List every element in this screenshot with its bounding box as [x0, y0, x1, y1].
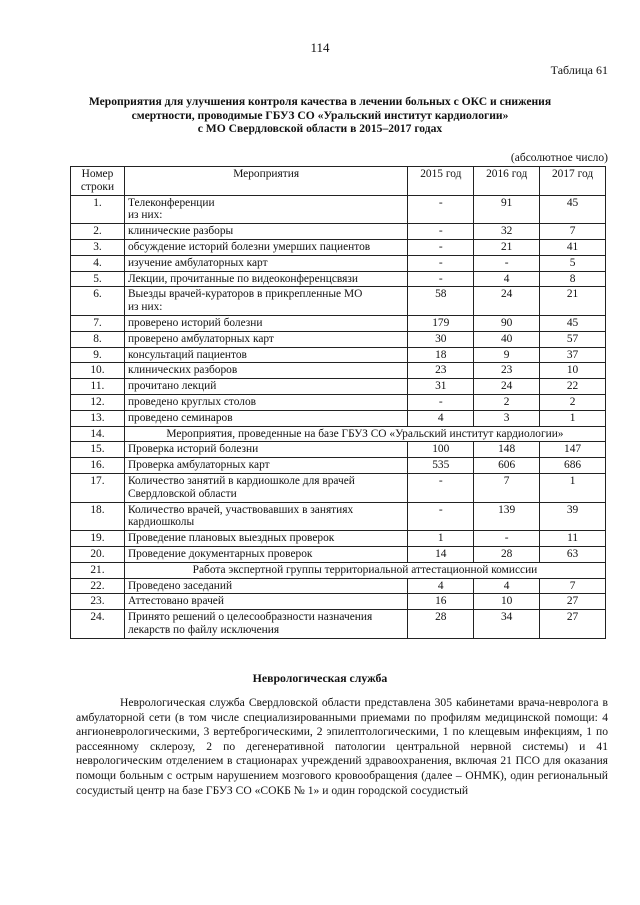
- value-cell-2017: 8: [540, 271, 606, 287]
- table-row: [71, 394, 606, 410]
- row-number-cell: 1.: [71, 195, 125, 224]
- value-cell-2015: 4: [408, 410, 474, 426]
- value-cell-2017: 27: [540, 594, 606, 610]
- table-row: [71, 562, 606, 578]
- value-cell-2016: 40: [474, 331, 540, 347]
- value-cell-2016: 4: [474, 271, 540, 287]
- title-line: смертности, проводимые ГБУЗ СО «Уральский институт кардиологии»: [131, 108, 509, 122]
- value-cell-2015: 18: [408, 347, 474, 363]
- unit-note: (абсолютное число): [510, 152, 608, 164]
- table-row: [71, 347, 606, 363]
- row-number-cell: 2.: [71, 224, 125, 240]
- value-cell-2016: 28: [474, 546, 540, 562]
- table-row: [71, 473, 606, 502]
- value-cell-2016: 24: [474, 287, 540, 316]
- measure-cell: клинические разборы: [124, 224, 407, 240]
- value-cell-2016: 148: [474, 442, 540, 458]
- table-title: [70, 95, 570, 136]
- value-cell-2016: 4: [474, 578, 540, 594]
- row-number-cell: 24.: [71, 610, 125, 639]
- value-cell-2016: 24: [474, 379, 540, 395]
- measure-cell: Проверка амбулаторных карт: [124, 458, 407, 474]
- measure-cell: проведено круглых столов: [124, 394, 407, 410]
- value-cell-2016: 34: [474, 610, 540, 639]
- table-row: [71, 287, 606, 316]
- value-cell-2016: 606: [474, 458, 540, 474]
- value-cell-2015: -: [408, 255, 474, 271]
- value-cell-2016: 21: [474, 239, 540, 255]
- value-cell-2015: -: [408, 394, 474, 410]
- value-cell-2015: 179: [408, 315, 474, 331]
- table-label: Таблица 61: [550, 63, 608, 77]
- measure-cell: Количество врачей, участвовавших в занятиях кардиошколы: [124, 502, 407, 531]
- header-2015: 2015 год: [408, 167, 474, 196]
- value-cell-2015: -: [408, 473, 474, 502]
- table-row: [71, 239, 606, 255]
- measure-cell: проверено историй болезни: [124, 315, 407, 331]
- value-cell-2015: 30: [408, 331, 474, 347]
- table-row: [71, 271, 606, 287]
- measure-cell: прочитано лекций: [124, 379, 407, 395]
- value-cell-2017: 57: [540, 331, 606, 347]
- row-number-cell: 18.: [71, 502, 125, 531]
- row-number-cell: 17.: [71, 473, 125, 502]
- value-cell-2017: 10: [540, 363, 606, 379]
- row-number-cell: 8.: [71, 331, 125, 347]
- table-row: [71, 224, 606, 240]
- table-row: [71, 255, 606, 271]
- measures-table: [70, 166, 606, 639]
- table-row: [71, 594, 606, 610]
- value-cell-2017: 686: [540, 458, 606, 474]
- table-row: [71, 363, 606, 379]
- value-cell-2015: 31: [408, 379, 474, 395]
- measure-cell: проверено амбулаторных карт: [124, 331, 407, 347]
- value-cell-2017: 1: [540, 410, 606, 426]
- value-cell-2015: 16: [408, 594, 474, 610]
- value-cell-2017: 63: [540, 546, 606, 562]
- value-cell-2016: 91: [474, 195, 540, 224]
- value-cell-2016: -: [474, 531, 540, 547]
- value-cell-2015: -: [408, 239, 474, 255]
- value-cell-2017: 39: [540, 502, 606, 531]
- value-cell-2015: 100: [408, 442, 474, 458]
- measure-cell: Проведение плановых выездных проверок: [124, 531, 407, 547]
- value-cell-2015: 4: [408, 578, 474, 594]
- measure-cell: Проверка историй болезни: [124, 442, 407, 458]
- value-cell-2017: 11: [540, 531, 606, 547]
- section-heading: Неврологическая служба: [252, 671, 388, 685]
- value-cell-2016: -: [474, 255, 540, 271]
- table-row: [71, 410, 606, 426]
- measure-cell: клинических разборов: [124, 363, 407, 379]
- table-row: [71, 195, 606, 224]
- value-cell-2017: 41: [540, 239, 606, 255]
- value-cell-2017: 7: [540, 578, 606, 594]
- table-body: [71, 195, 606, 638]
- measure-cell: Проведение документарных проверок: [124, 546, 407, 562]
- measure-cell: Выезды врачей-кураторов в прикрепленные МО из них:: [124, 287, 407, 316]
- measure-cell: консультаций пациентов: [124, 347, 407, 363]
- table-row: [71, 578, 606, 594]
- measure-cell: Принято решений о целесообразности назначения лекарств по файлу исключения: [124, 610, 407, 639]
- measure-cell: проведено семинаров: [124, 410, 407, 426]
- value-cell-2015: -: [408, 271, 474, 287]
- value-cell-2016: 90: [474, 315, 540, 331]
- table-row: [71, 458, 606, 474]
- header-2016: 2016 год: [474, 167, 540, 196]
- table-row: [71, 442, 606, 458]
- header-measures: Мероприятия: [124, 167, 407, 196]
- title-line: с МО Свердловской области в 2015–2017 годах: [197, 122, 443, 135]
- title-line: Мероприятия для улучшения контроля качества в лечении больных с ОКС и снижения: [88, 95, 552, 108]
- table-row: [71, 331, 606, 347]
- value-cell-2017: 45: [540, 195, 606, 224]
- measure-cell: Телеконференции из них:: [124, 195, 407, 224]
- row-number-cell: 23.: [71, 594, 125, 610]
- value-cell-2016: 9: [474, 347, 540, 363]
- row-number-cell: 11.: [71, 379, 125, 395]
- table-row: [71, 426, 606, 442]
- row-number-cell: 10.: [71, 363, 125, 379]
- row-number-cell: 12.: [71, 394, 125, 410]
- value-cell-2017: 45: [540, 315, 606, 331]
- measure-cell: Аттестовано врачей: [124, 594, 407, 610]
- value-cell-2015: -: [408, 195, 474, 224]
- measure-cell: Проведено заседаний: [124, 578, 407, 594]
- row-number-cell: 13.: [71, 410, 125, 426]
- body-paragraph: Неврологическая служба Свердловской области представлена 305 кабинетами врача-невролога в амбулаторной сети (в том числе специализированными приемами по профилям медицинской помощи: 4 ангионеврологическими, 3 вертеброгическими, 2 эпилептологическими, 1 по клещевым инфекциям, 1 по рассеянному склерозу, 2 по дегенеративной патологии центральной нервной системы) и 41 неврологическим отделением в стационарах учреждений здравоохранения, включая 21 ПСО для оказания помощи больным с острым нарушением мозгового кровообращения (далее – ОНМК), один региональный сосудистый центр на базе ГБУЗ СО «СОКБ № 1» и один городской сосудистый: [76, 696, 608, 797]
- value-cell-2015: 58: [408, 287, 474, 316]
- row-number-cell: 5.: [71, 271, 125, 287]
- value-cell-2017: 1: [540, 473, 606, 502]
- value-cell-2017: 21: [540, 287, 606, 316]
- row-number-cell: 16.: [71, 458, 125, 474]
- row-number-cell: 22.: [71, 578, 125, 594]
- row-number-cell: 9.: [71, 347, 125, 363]
- measure-cell: Количество занятий в кардиошколе для врачей Свердловской области: [124, 473, 407, 502]
- value-cell-2017: 7: [540, 224, 606, 240]
- value-cell-2017: 5: [540, 255, 606, 271]
- section-row-cell: Мероприятия, проведенные на базе ГБУЗ СО «Уральский институт кардиологии»: [124, 426, 605, 442]
- table-row: [71, 531, 606, 547]
- measure-cell: Лекции, прочитанные по видеоконференцсвязи: [124, 271, 407, 287]
- value-cell-2015: 28: [408, 610, 474, 639]
- row-number-cell: 3.: [71, 239, 125, 255]
- value-cell-2017: 2: [540, 394, 606, 410]
- header-2017: 2017 год: [540, 167, 606, 196]
- section-row-cell: Работа экспертной группы территориальной аттестационной комиссии: [124, 562, 605, 578]
- value-cell-2017: 27: [540, 610, 606, 639]
- header-row-number: Номер строки: [71, 167, 125, 196]
- value-cell-2017: 37: [540, 347, 606, 363]
- value-cell-2016: 10: [474, 594, 540, 610]
- value-cell-2015: -: [408, 502, 474, 531]
- value-cell-2015: 14: [408, 546, 474, 562]
- value-cell-2016: 2: [474, 394, 540, 410]
- value-cell-2016: 3: [474, 410, 540, 426]
- value-cell-2016: 139: [474, 502, 540, 531]
- value-cell-2017: 22: [540, 379, 606, 395]
- row-number-cell: 19.: [71, 531, 125, 547]
- page-number: 114: [310, 40, 330, 55]
- row-number-cell: 7.: [71, 315, 125, 331]
- table-row: [71, 610, 606, 639]
- value-cell-2015: -: [408, 224, 474, 240]
- measure-cell: изучение амбулаторных карт: [124, 255, 407, 271]
- table-row: [71, 379, 606, 395]
- value-cell-2015: 23: [408, 363, 474, 379]
- table-header-row: [71, 167, 606, 196]
- value-cell-2015: 535: [408, 458, 474, 474]
- row-number-cell: 15.: [71, 442, 125, 458]
- value-cell-2016: 23: [474, 363, 540, 379]
- table-row: [71, 315, 606, 331]
- table-row: [71, 502, 606, 531]
- row-number-cell: 4.: [71, 255, 125, 271]
- row-number-cell: 21.: [71, 562, 125, 578]
- value-cell-2016: 32: [474, 224, 540, 240]
- measure-cell: обсуждение историй болезни умерших пациентов: [124, 239, 407, 255]
- value-cell-2015: 1: [408, 531, 474, 547]
- row-number-cell: 14.: [71, 426, 125, 442]
- row-number-cell: 20.: [71, 546, 125, 562]
- table-row: [71, 546, 606, 562]
- value-cell-2017: 147: [540, 442, 606, 458]
- row-number-cell: 6.: [71, 287, 125, 316]
- value-cell-2016: 7: [474, 473, 540, 502]
